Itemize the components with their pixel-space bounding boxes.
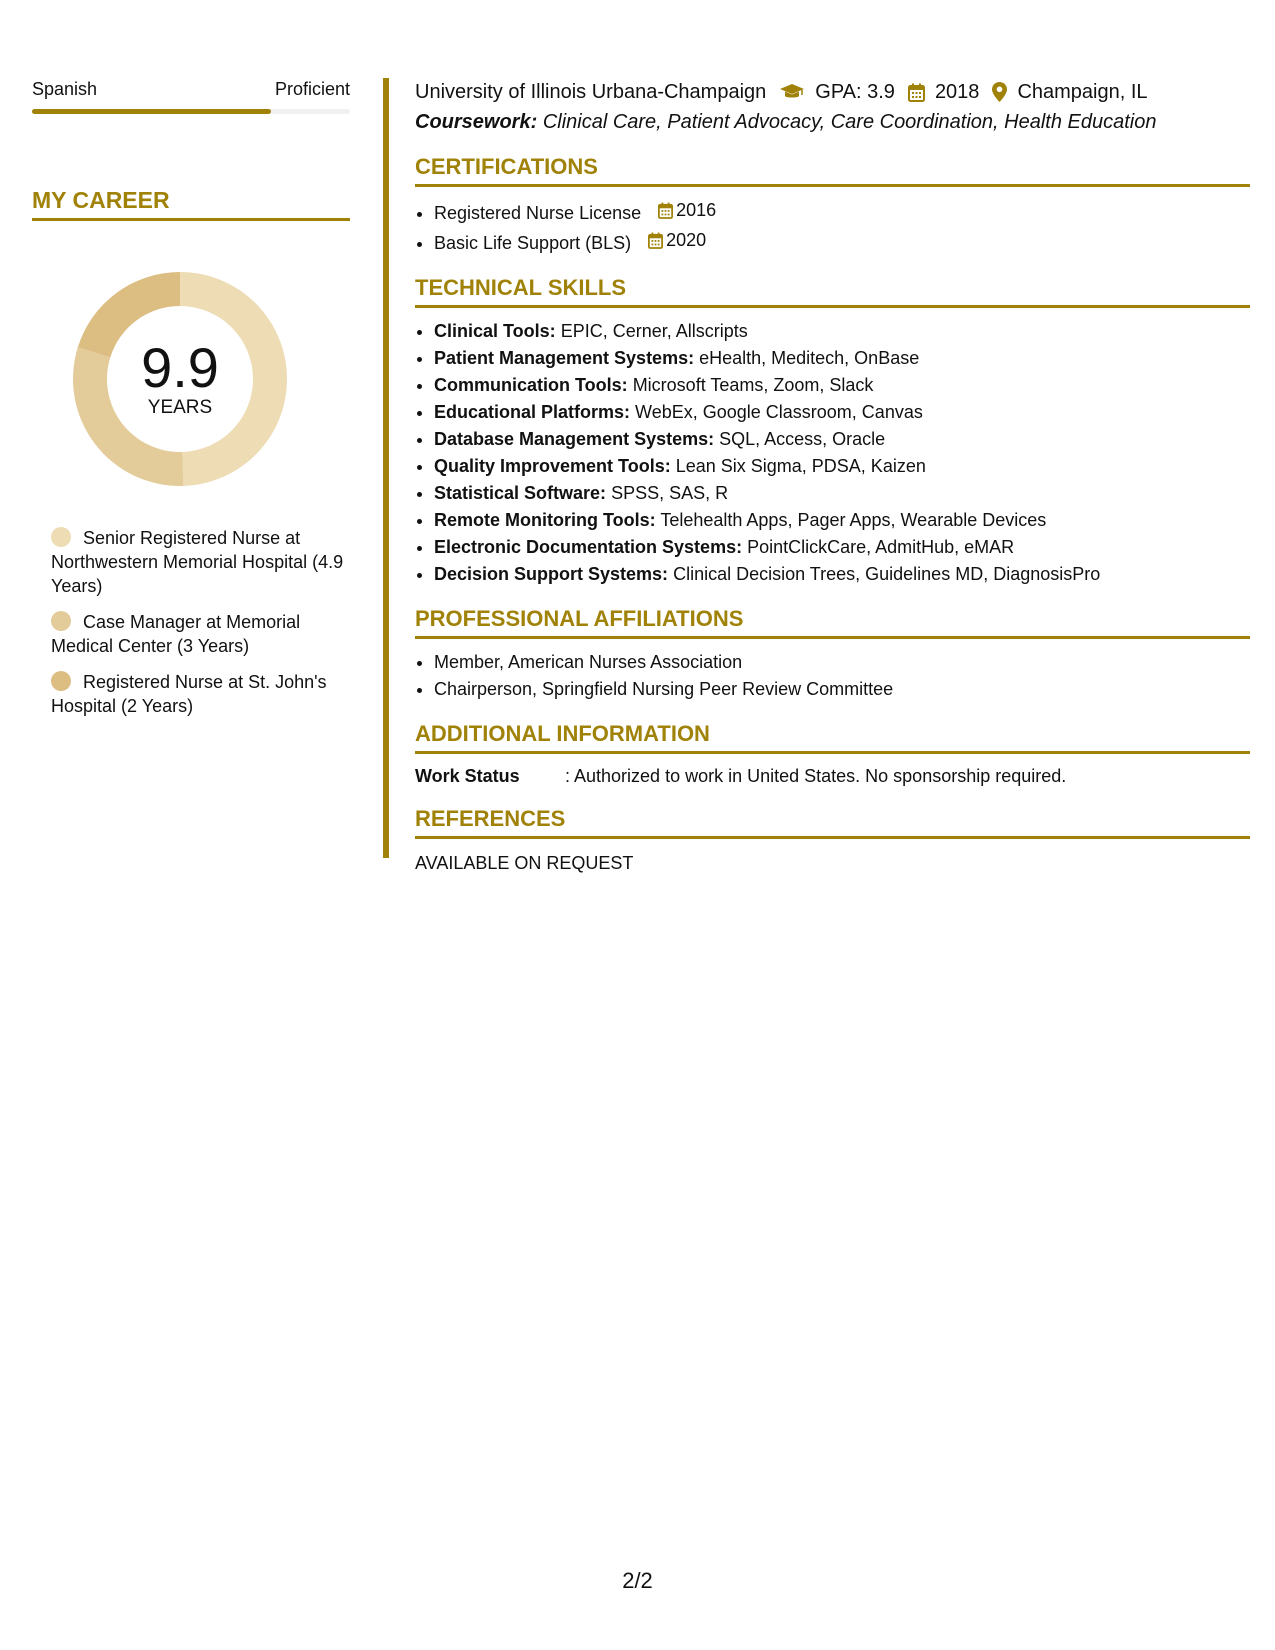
certification-item bbox=[434, 227, 1250, 257]
education-school: University of Illinois Urbana-Champaign bbox=[415, 81, 767, 103]
certifications-title: CERTIFICATIONS bbox=[415, 154, 598, 179]
career-section-title: MY CAREER bbox=[32, 187, 170, 213]
skill-value: PointClickCare, AdmitHub, eMAR bbox=[747, 537, 1015, 557]
affiliation-item: • Member, American Nurses Association bbox=[434, 649, 1250, 676]
references-title: REFERENCES bbox=[415, 806, 566, 831]
technical-skills-list bbox=[415, 318, 1250, 588]
skill-label: Decision Support Systems: bbox=[434, 564, 669, 584]
graduation-cap-icon bbox=[779, 83, 805, 101]
work-status-value: : Authorized to work in United States. No sponsorship required. bbox=[565, 766, 1067, 786]
calendar-icon bbox=[658, 202, 673, 219]
skill-label: Quality Improvement Tools: bbox=[434, 456, 671, 476]
left-column bbox=[32, 78, 350, 730]
certifications-list bbox=[415, 197, 1250, 257]
language-proficiency-bar bbox=[32, 109, 350, 114]
skill-item bbox=[434, 561, 1250, 588]
skill-value: eHealth, Meditech, OnBase bbox=[699, 348, 920, 368]
language-level: Proficient bbox=[274, 79, 350, 99]
skill-item bbox=[434, 507, 1250, 534]
certification-year: 2020 bbox=[666, 230, 707, 250]
education-coursework bbox=[415, 108, 1250, 136]
certifications-rule bbox=[415, 184, 1250, 187]
education-gpa: GPA: 3.9 bbox=[815, 81, 895, 103]
skill-item bbox=[434, 480, 1250, 507]
education-row bbox=[415, 78, 1250, 106]
certification-name: Registered Nurse License bbox=[434, 203, 642, 223]
affiliations-list bbox=[415, 649, 1250, 703]
affiliations-title: PROFESSIONAL AFFILIATIONS bbox=[415, 606, 744, 631]
skill-value: Clinical Decision Trees, Guidelines MD, DiagnosisPro bbox=[673, 564, 1101, 584]
certification-item bbox=[434, 197, 1250, 227]
work-status-label: Work Status bbox=[415, 766, 520, 786]
career-role-text: Registered Nurse at St. John's Hospital (2 Years) bbox=[51, 672, 327, 716]
career-legend-item bbox=[51, 610, 350, 658]
career-legend-item bbox=[51, 526, 350, 598]
certification-name: Basic Life Support (BLS) bbox=[434, 233, 632, 253]
skill-value: EPIC, Cerner, Allscripts bbox=[560, 321, 748, 341]
skill-item bbox=[434, 318, 1250, 345]
career-years-label: YEARS bbox=[147, 397, 213, 418]
career-role-text: Case Manager at Memorial Medical Center (3 Years) bbox=[51, 612, 301, 656]
references-text: AVAILABLE ON REQUEST bbox=[415, 853, 634, 873]
career-legend-item bbox=[51, 670, 350, 718]
skill-item bbox=[434, 372, 1250, 399]
coursework-label: Coursework: bbox=[415, 111, 538, 133]
education-location: Champaign, IL bbox=[1017, 81, 1148, 103]
additional-info-title: ADDITIONAL INFORMATION bbox=[415, 721, 710, 746]
page-number: 2/2 bbox=[622, 1568, 653, 1593]
references-rule bbox=[415, 836, 1250, 839]
additional-info-rule bbox=[415, 751, 1250, 754]
affiliation-item: • Chairperson, Springfield Nursing Peer Review Committee bbox=[434, 676, 1250, 703]
skill-item bbox=[434, 534, 1250, 561]
career-total-years: 9.9 bbox=[141, 336, 219, 399]
skill-label: Electronic Documentation Systems: bbox=[434, 537, 743, 557]
coursework-text: Clinical Care, Patient Advocacy, Care Coordination, Health Education bbox=[542, 111, 1157, 133]
skill-label: Clinical Tools: bbox=[434, 321, 556, 341]
career-legend bbox=[32, 526, 350, 718]
skill-label: Communication Tools: bbox=[434, 375, 628, 395]
skill-label: Educational Platforms: bbox=[434, 402, 631, 422]
skill-label: Statistical Software: bbox=[434, 483, 607, 503]
skill-value: SQL, Access, Oracle bbox=[719, 429, 886, 449]
language-entry bbox=[32, 78, 350, 114]
skill-value: Microsoft Teams, Zoom, Slack bbox=[632, 375, 874, 395]
affiliations-rule bbox=[415, 636, 1250, 639]
skill-value: SPSS, SAS, R bbox=[611, 483, 729, 503]
language-proficiency-fill bbox=[32, 109, 271, 114]
legend-dot-icon bbox=[51, 671, 71, 691]
skill-label: Remote Monitoring Tools: bbox=[434, 510, 656, 530]
column-divider bbox=[383, 78, 389, 858]
calendar-icon bbox=[908, 83, 925, 102]
location-pin-icon bbox=[992, 82, 1007, 102]
skill-item bbox=[434, 453, 1250, 480]
skill-item bbox=[434, 345, 1250, 372]
career-role-text: Senior Registered Nurse at Northwestern Memorial Hospital (4.9 Years) bbox=[51, 528, 344, 596]
career-donut-chart bbox=[65, 264, 295, 494]
right-column bbox=[415, 78, 1250, 875]
career-section-rule bbox=[32, 218, 350, 221]
legend-dot-icon bbox=[51, 611, 71, 631]
skill-value: WebEx, Google Classroom, Canvas bbox=[635, 402, 923, 422]
skill-value: Lean Six Sigma, PDSA, Kaizen bbox=[675, 456, 926, 476]
language-name: Spanish bbox=[32, 79, 98, 99]
calendar-icon bbox=[648, 232, 663, 249]
certification-year: 2016 bbox=[676, 200, 717, 220]
technical-skills-rule bbox=[415, 305, 1250, 308]
legend-dot-icon bbox=[51, 527, 71, 547]
skill-item bbox=[434, 426, 1250, 453]
skill-value: Telehealth Apps, Pager Apps, Wearable Devices bbox=[660, 510, 1047, 530]
work-status-row bbox=[415, 764, 1250, 788]
education-year: 2018 bbox=[934, 81, 980, 103]
skill-label: Patient Management Systems: bbox=[434, 348, 695, 368]
skill-item bbox=[434, 399, 1250, 426]
technical-skills-title: TECHNICAL SKILLS bbox=[415, 275, 627, 300]
skill-label: Database Management Systems: bbox=[434, 429, 715, 449]
